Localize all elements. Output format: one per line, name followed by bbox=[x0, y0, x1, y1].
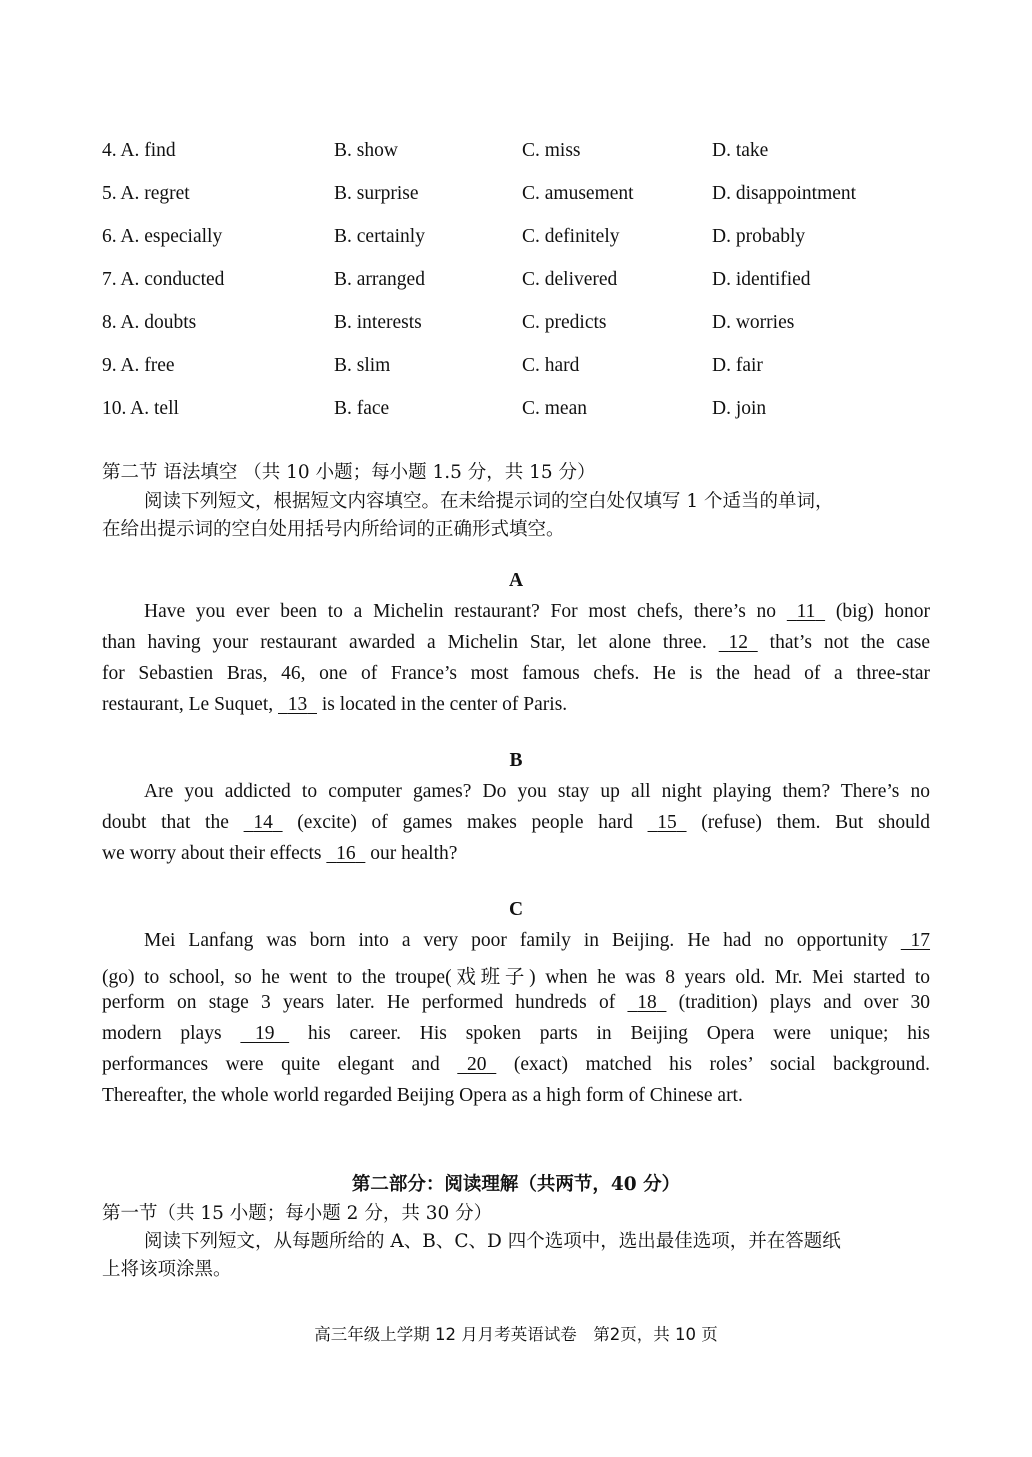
passage-line: (go) to school, so he went to the troupe(戏班子) when he was 8 years old. Mr. Mei started to bbox=[102, 967, 930, 988]
option-text: 6. A. especially bbox=[102, 226, 223, 247]
option-text: C. amusement bbox=[522, 183, 634, 204]
options-row-4 bbox=[102, 140, 942, 170]
option-text: C. definitely bbox=[522, 226, 620, 247]
passage-heading: C bbox=[508, 899, 524, 920]
passage-line: modern plays 19 his career. His spoken parts in Beijing Opera were unique; his bbox=[102, 1023, 930, 1044]
blank-11[interactable]: 11 bbox=[796, 601, 816, 622]
section-title: 第一节（共 15 小题；每小题 2 分，共 30 分） bbox=[102, 1203, 493, 1224]
passage-line: Thereafter, the whole world regarded Beijing Opera as a high form of Chinese art. bbox=[102, 1085, 743, 1106]
option-text: B. show bbox=[334, 140, 398, 161]
options-row-10 bbox=[102, 398, 942, 428]
option-text: D. fair bbox=[712, 355, 763, 376]
instruction-line: 阅读下列短文，从每题所给的 A、B、C、D 四个选项中，选出最佳选项，并在答题纸 bbox=[144, 1231, 841, 1252]
option-text: 7. A. conducted bbox=[102, 269, 225, 290]
blank-17[interactable]: 17 bbox=[910, 930, 931, 951]
option-text: C. mean bbox=[522, 398, 587, 419]
option-text: C. delivered bbox=[522, 269, 618, 290]
option-text: D. take bbox=[712, 140, 769, 161]
option-text: D. join bbox=[712, 398, 767, 419]
option-text: D. probably bbox=[712, 226, 806, 247]
passage-line: we worry about their effects 16 our health? bbox=[102, 843, 458, 864]
option-text: B. surprise bbox=[334, 183, 419, 204]
passage-heading: A bbox=[508, 570, 524, 591]
option-text: D. worries bbox=[712, 312, 795, 333]
option-text: 4. A. find bbox=[102, 140, 176, 161]
blank-19[interactable]: 19 bbox=[255, 1023, 275, 1044]
blank-12[interactable]: 12 bbox=[728, 632, 748, 653]
passage-line: performances were quite elegant and 20 (exact) matched his roles’ social background. bbox=[102, 1054, 931, 1075]
options-row-9 bbox=[102, 355, 942, 385]
options-row-8 bbox=[102, 312, 942, 342]
option-text: 8. A. doubts bbox=[102, 312, 197, 333]
blank-13[interactable]: 13 bbox=[287, 694, 308, 715]
passage-heading: B bbox=[509, 750, 523, 771]
section-title: 第二节 语法填空 （共 10 小题；每小题 1.5 分，共 15 分） bbox=[102, 462, 596, 483]
passage-line: restaurant, Le Suquet, 13 is located in the center of Paris. bbox=[102, 694, 568, 715]
option-text: B. arranged bbox=[334, 269, 425, 290]
blank-20[interactable]: 20 bbox=[467, 1054, 487, 1075]
part-title: 第二部分：阅读理解（共两节，40 分） bbox=[351, 1174, 681, 1195]
passage-line: doubt that the 14 (excite) of games makes people hard 15 (refuse) them. But should bbox=[102, 812, 931, 833]
instruction-line: 阅读下列短文，根据短文内容填空。在未给提示词的空白处仅填写 1 个适当的单词， bbox=[144, 491, 834, 512]
option-text: 5. A. regret bbox=[102, 183, 190, 204]
options-row-6 bbox=[102, 226, 942, 256]
options-row-7 bbox=[102, 269, 942, 299]
passage-line: Have you ever been to a Michelin restaurant? For most chefs, there’s no 11 (big) honor bbox=[144, 601, 931, 622]
blank-14[interactable]: 14 bbox=[253, 812, 273, 833]
instruction-line: 在给出提示词的空白处用括号内所给词的正确形式填空。 bbox=[102, 519, 565, 540]
passage-line: Mei Lanfang was born into a very poor family in Beijing. He had no opportunity 17 bbox=[144, 930, 931, 951]
option-text: 9. A. free bbox=[102, 355, 175, 376]
option-text: B. interests bbox=[334, 312, 422, 333]
options-row-5 bbox=[102, 183, 942, 213]
option-text: B. certainly bbox=[334, 226, 425, 247]
blank-15[interactable]: 15 bbox=[657, 812, 677, 833]
option-text: D. identified bbox=[712, 269, 811, 290]
passage-line: Are you addicted to computer games? Do you stay up all night playing them? There’s no bbox=[144, 781, 930, 802]
option-text: B. slim bbox=[334, 355, 391, 376]
blank-18[interactable]: 18 bbox=[637, 992, 657, 1013]
option-text: C. hard bbox=[522, 355, 580, 376]
page-footer: 高三年级上学期 12 月月考英语试卷 第2页，共 10 页 bbox=[314, 1325, 718, 1344]
passage-line: for Sebastien Bras, 46, one of France’s most famous chefs. He is the head of a three-star bbox=[102, 663, 930, 684]
passage-line: perform on stage 3 years later. He performed hundreds of 18 (tradition) plays and over 30 bbox=[102, 992, 931, 1013]
option-text: D. disappointment bbox=[712, 183, 857, 204]
option-text: C. predicts bbox=[522, 312, 607, 333]
option-text: 10. A. tell bbox=[102, 398, 179, 419]
blank-16[interactable]: 16 bbox=[336, 843, 356, 864]
option-text: B. face bbox=[334, 398, 390, 419]
option-text: C. miss bbox=[522, 140, 581, 161]
passage-line: than having your restaurant awarded a Michelin Star, let alone three. 12 that’s not the case bbox=[102, 632, 931, 653]
instruction-line: 上将该项涂黑。 bbox=[102, 1259, 232, 1280]
